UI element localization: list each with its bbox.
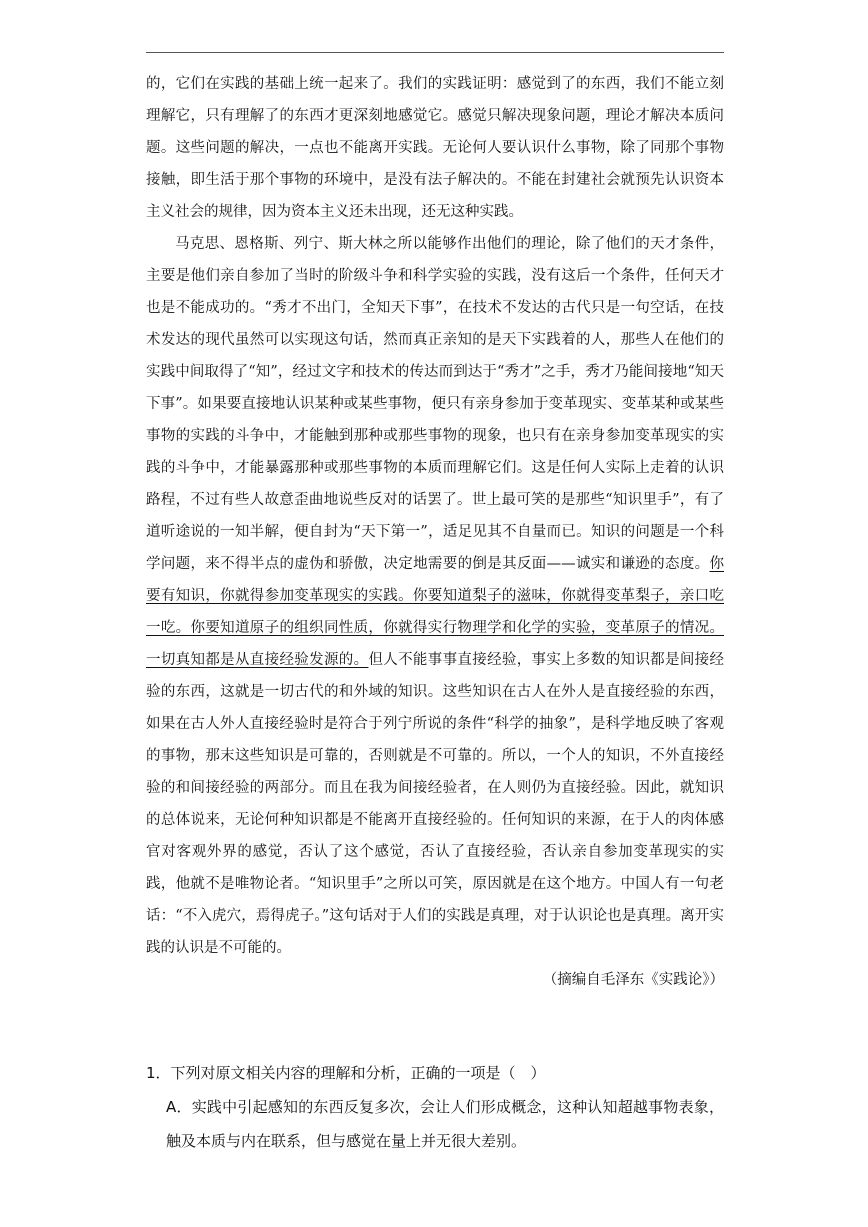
question-stem: 1．下列对原文相关内容的理解和分析，正确的一项是（ ） [146,1064,546,1082]
reading-passage [146,68,724,996]
question-option-a[interactable]: A．实践中引起感知的东西反复多次，会让人们形成概念，这种认知超越事物表象，触及本质与内在联系，但与感觉在量上并无很大差别。 [166,1098,724,1150]
passage-source: （摘编自毛泽东《实践论》） [542,972,724,988]
question-1 [146,1056,724,1158]
passage-paragraph-1: 的，它们在实践的基础上统一起来了。我们的实践证明：感觉到了的东西，我们不能立刻理解它，只有理解了的东西才更深刻地感觉它。感觉只解决现象问题，理论才解决本质问题。这些问题的解决，一点也不能离开实践。无论何人要认识什么事物，除了同那个事物接触，即生活于那个事物的环境中，是没有法子解决的。不能在封建社会就预先认识资本主义社会的规律，因为资本主义还未出现，还无这种实践。 [146,76,724,220]
passage-paragraph-2-text-b: 但人不能事事直接经验，事实上多数的知识都是间接经验的东西，这就是一切古代的和外域的知识。这些知识在古人在外人是直接经验的东西，如果在古人外人直接经验时是符合于列宁所说的条件“科学的抽象”，是科学地反映了客观的事物，那末这些知识是可靠的，否则就是不可靠的。所以，一个人的知识，不外直接经验的和间接经验的两部分。而且在我为间接经验者，在人则仍为直接经验。因此，就知识的总体说来，无论何种知识都是不能离开直接经验的。任何知识的来源，在于人的肉体感官对客观外界的感觉，否认了这个感觉，否认了直接经验，否认亲自参加变革现实的实践，他就不是唯物论者。“知识里手”之所以可笑，原因就是在这个地方。中国人有一句老话：“不入虎穴，焉得虎子。”这句话对于人们的实践是真理，对于认识论也是真理。离开实践的认识是不可能的。 [146,652,725,956]
passage-paragraph-2 [146,228,724,964]
passage-paragraph-2-text-a: 马克思、恩格斯、列宁、斯大林之所以能够作出他们的理论，除了他们的天才条件，主要是他们亲自参加了当时的阶级斗争和科学实验的实践，没有这后一个条件，任何天才也是不能成功的。“秀才不出门，全知天下事”，在技术不发达的古代只是一句空话，在技术发达的现代虽然可以实现这句话，然而真正亲知的是天下实践着的人，那些人在他们的实践中间取得了“知”，经过文字和技术的传达而到达于“秀才”之手，秀才乃能间接地“知天下事”。如果要直接地认识某种或某些事物，便只有亲身参加于变革现实、变革某种或某些事物的实践的斗争中，才能触到那种或那些事物的现象，也只有在亲身参加变革现实的实践的斗争中，才能暴露那种或那些事物的本质而理解它们。这是任何人实际上走着的认识路程，不过有些人故意歪曲地说些反对的话罢了。世上最可笑的是那些“知识里手”，有了道听途说的一知半解，便自封为“天下第一”，适足见其不自量而已。知识的问题是一个科学问题，来不得半点的虚伪和骄傲，决定地需要的倒是其反面——诚实和谦逊的态度。 [146,236,724,572]
header-rule [146,52,724,53]
passage-underlined-sentences: 你要有知识，你就得参加变革现实的实践。你要知道梨子的滋味，你就得变革梨子，亲口吃一吃。你要知道原子的组织同性质，你就得实行物理学和化学的实验，变革原子的情况。一切真知都是从直接经验发源的。 [146,556,724,668]
